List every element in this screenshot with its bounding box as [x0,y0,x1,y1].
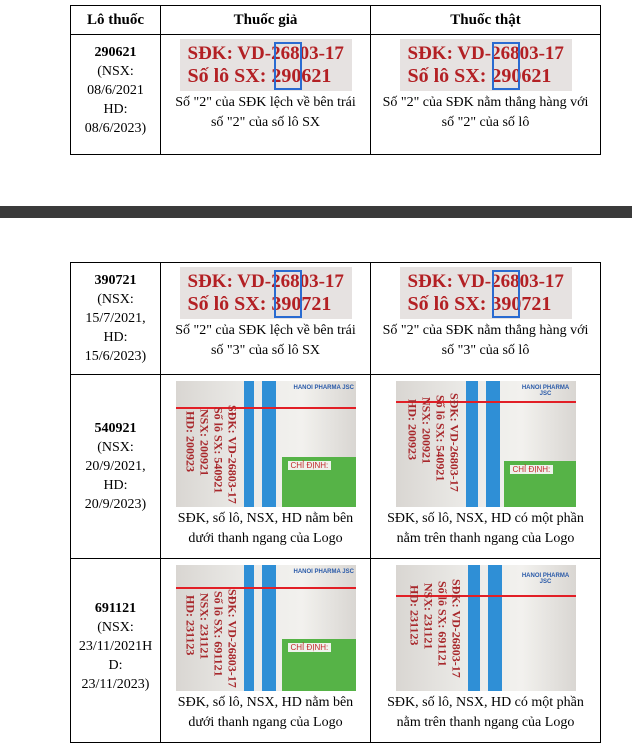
header-fake: Thuốc giả [161,6,371,35]
sdk-line: SĐK: VD-26803-17 [187,271,344,292]
label-text [184,595,197,655]
reference-line [176,587,356,589]
page-separator [0,206,632,218]
sdk-line: SĐK: VD-26803-17 [187,43,344,64]
hd-line: HD: 231123 [407,585,422,646]
sdk-line: SĐK: VD-26803-17 [407,271,564,292]
label-text [448,393,461,492]
lot-line: Số lô SX: 540921 [211,407,226,494]
label-text [226,589,239,688]
lot-line: Số lô SX: 390721 [407,293,552,315]
label-text [212,407,225,493]
label-text [184,411,197,472]
real-caption: SĐK, số lô, NSX, HD có một phần nằm trên thanh ngang của Logo [387,511,584,546]
company-logo: HANOI PHARMA JSC [293,385,354,391]
real-package-photo [396,381,576,507]
lot-dates: (NSX: 15/7/2021, HD: 15/6/2023) [84,292,147,364]
table-row [71,263,601,375]
table-row [71,559,601,743]
blue-stripe [262,381,276,507]
label-text [434,395,447,481]
fake-caption: Số "2" của SĐK lệch về bên trái số "3" của số lô SX [175,323,356,358]
green-label [282,457,356,507]
highlight-box [492,270,520,318]
label-text [436,581,449,667]
sdk-line: SĐK: VD-26803-17 [407,43,564,64]
hd-line: HD: 200923 [183,411,198,472]
label-text [406,399,419,460]
nsx-line: NSX: 200921 [419,397,434,465]
sdk-line: SĐK: VD-26803-17 [447,393,462,492]
lot-number: 390721 [94,273,137,288]
fake-caption: SĐK, số lô, NSX, HD nằm bên dưới thanh ngang của Logo [177,511,354,546]
lot-cell [71,263,161,375]
lot-dates: (NSX: 23/11/2021H D: 23/11/2023) [78,620,153,692]
fake-caption: Số "2" của SĐK lệch về bên trái số "2" của số lô SX [175,95,356,130]
chi-dinh-tag: CHỈ ĐỊNH: [288,461,332,470]
real-caption: SĐK, số lô, NSX, HD có một phần nằm trên thanh ngang của Logo [387,695,584,730]
nsx-line: NSX: 231121 [421,583,436,650]
lot-dates: (NSX: 20/9/2021, HD: 20/9/2023) [84,440,147,512]
label-text [422,583,435,649]
lot-line: Số lô SX: 691121 [435,581,450,667]
hd-line: HD: 231123 [183,595,198,656]
fake-cell [161,559,371,743]
real-caption: Số "2" của SĐK nằm thẳng hàng với số "3" của số lô [382,323,589,358]
fake-package-photo [176,565,356,691]
label-text [420,397,433,464]
nsx-line: NSX: 231121 [197,593,212,660]
fake-cell [161,375,371,559]
lot-line: Số lô SX: 290621 [407,65,552,87]
header-real: Thuốc thật [371,6,601,35]
lot-cell [71,35,161,155]
label-text [226,405,239,504]
blue-stripe [262,565,276,691]
real-package-photo [396,565,576,691]
lot-cell [71,375,161,559]
real-cell [371,559,601,743]
blue-stripe [488,565,502,691]
green-label [504,461,576,507]
fake-label-image [180,267,352,319]
company-logo: HANOI PHARMA JSC [521,573,570,585]
lot-number: 290621 [94,45,137,60]
company-logo: HANOI PHARMA JSC [293,569,354,575]
table-row [71,35,601,155]
label-text [212,591,225,677]
highlight-box [274,42,302,90]
table-header-row [71,6,601,35]
sdk-line: SĐK: VD-26803-17 [449,579,464,678]
green-label [282,639,356,691]
chi-dinh-tag: CHỈ ĐỊNH: [288,643,332,652]
fake-label-image [180,39,352,91]
lot-cell [71,559,161,743]
real-label-image [400,39,572,91]
lot-dates: (NSX: 08/6/2021 HD: 08/6/2023) [84,64,147,136]
blue-stripe [466,381,478,507]
hd-line: HD: 200923 [405,399,420,460]
real-caption: Số "2" của SĐK nằm thẳng hàng với số "2" của số lô [382,95,589,130]
fake-caption: SĐK, số lô, NSX, HD nằm bên dưới thanh ngang của Logo [177,695,354,730]
highlight-box [492,42,520,90]
label-text [198,409,211,476]
label-text [198,593,211,659]
blue-stripe [486,381,500,507]
fake-package-photo [176,381,356,507]
chi-dinh-tag: CHỈ ĐỊNH: [510,465,554,474]
lot-number: 540921 [94,421,137,436]
sdk-line: SĐK: VD-26803-17 [225,405,240,504]
nsx-line: NSX: 200921 [197,409,212,477]
lot-line: Số lô SX: 290621 [187,65,332,87]
company-logo: HANOI PHARMA JSC [521,385,570,397]
label-text [450,579,463,678]
lot-line: Số lô SX: 390721 [187,293,332,315]
real-cell [371,263,601,375]
highlight-box [274,270,302,318]
fake-cell [161,263,371,375]
blue-stripe [468,565,480,691]
real-cell [371,375,601,559]
sdk-line: SĐK: VD-26803-17 [225,589,240,688]
comparison-table-1 [70,5,601,155]
real-cell [371,35,601,155]
lot-line: Số lô SX: 540921 [433,395,448,482]
label-text [408,585,421,645]
blue-stripe [244,565,254,691]
comparison-table-2 [70,262,601,743]
header-lot: Lô thuốc [71,6,161,35]
fake-cell [161,35,371,155]
lot-number: 691121 [94,601,137,616]
table-row [71,375,601,559]
real-label-image [400,267,572,319]
lot-line: Số lô SX: 691121 [211,591,226,677]
blue-stripe [244,381,254,507]
